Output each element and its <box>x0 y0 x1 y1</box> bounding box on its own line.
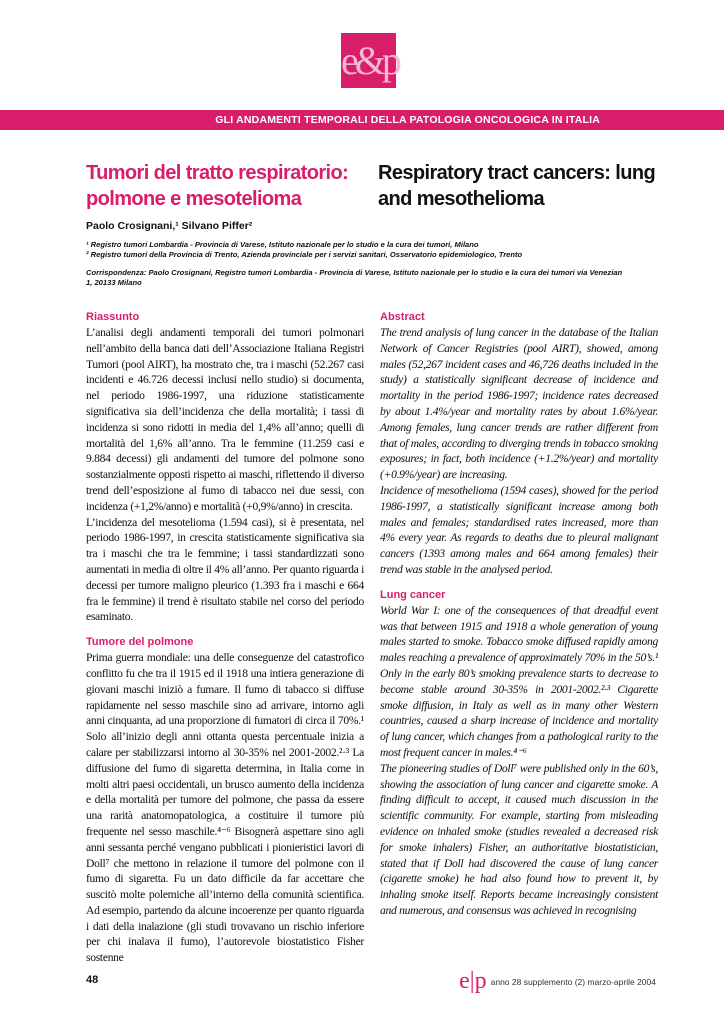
lungcancer-heading: Lung cancer <box>380 588 446 601</box>
title-italian: Tumori del tratto respiratorio: polmone e mesotelioma <box>86 162 349 210</box>
page-number: 48 <box>86 974 99 986</box>
riassunto-heading: Riassunto <box>86 311 140 323</box>
authors: Paolo Crosignani,¹ Silvano Piffer² <box>86 220 253 232</box>
title-english: Respiratory tract cancers: lung and mesothelioma <box>378 162 656 210</box>
abstract-paragraph: The trend analysis of lung cancer in the database of the Italian Network of Cancer Registries (pool AIRT), showed, among males (52,267 incident cases and 46,726 deaths included in the study) a statistically significant decrease of incidence and mortality in the period 1986-1997; incidence rates decreased by about 1.4%/year and mortality rates by about 1.6%/year. Among females, lung cancer trends are rather different from that of males, according to diverging trends in tobacco smoking exposures; in fact, both incidence (+1.2%/year) and mortality (+0.9%/year) are increasing. <box>380 326 658 482</box>
correspondence: Corrispondenza: Paolo Crosignani, Registro tumori Lombardia - Provincia di Varese, Istituto nazionale per lo studio e la cura dei tumori via Venezian 1, 20133 Milano <box>86 268 623 287</box>
journal-logo: e&p <box>341 33 396 88</box>
riassunto-paragraph: L’analisi degli andamenti temporali dei tumori polmonari nell’ambito della banca dati dell’Associazione Italiana Registri Tumori (pool AIRT), ha mostrato che, tra i maschi (52.267 casi incidenti e 46.726 decessi inclusi nello studio) si documenta, nel periodo 1986-1997, una riduzione statisticamente significativa sia dell’incidenza che della mortalità; i tassi di incidenza si sono ridotti in media del 1,4% all’anno; quelli di mortalità del 1,6% all’anno. Tra le femmine (11.259 casi e 9.884 decessi) gli andamenti del tumore del polmone sono sostanzialmente opposti rispetto ai maschi, riflettendo il diverso trend dell’esposizione al fumo di tabacco nei due sessi, con incidenza (+1,2%/anno) e mortalità (+0,9%/anno) in crescita. <box>86 326 364 513</box>
section-banner: GLI ANDAMENTI TEMPORALI DELLA PATOLOGIA ONCOLOGICA IN ITALIA <box>0 110 724 130</box>
footer-logo: e|p <box>459 968 487 994</box>
abstract-paragraph: Incidence of mesothelioma (1594 cases), showed for the period 1986-1997, a statistically significant increase among both males and females; standardised rates increased, more than 4% every year. As regards to deaths due to pleural malignant cancers (1393 among males and 664 among females) their trend was stable in the analysed period. <box>380 483 658 576</box>
affiliation-1: ¹ Registro tumori Lombardia - Provincia di Varese, Istituto nazionale per lo studio e la cura dei tumori, Milano <box>86 240 479 249</box>
riassunto-paragraph: L’incidenza del mesotelioma (1.594 casi), si è presentata, nel periodo 1986-1997, in crescita statisticamente significativa sia tra i maschi che tra le femmine; i tassi standardizzati sono aumentati in media di oltre il 4% all’anno. Per quanto riguarda i decessi per tumore maligno pleurico (1.393 fra i maschi e 664 fra le femmine) il trend è risultato stabile nel corso del periodo esaminato. <box>86 515 364 624</box>
issue-info: anno 28 supplemento (2) marzo-aprile 2004 <box>490 976 656 987</box>
abstract-heading: Abstract <box>380 311 425 323</box>
tumore-paragraph: Prima guerra mondiale: una delle conseguenze del catastrofico conflitto fu che tra il 1915 ed il 1918 una intiera generazione di giovani maschi iniziò a fumare. Il fumo di tabacco si diffuse rapidamente nel sesso maschile sino ad arrivare, intorno agli anni cinquanta, ad una proporzione di fumatori di circa il 70%.¹ Solo all’inizio degli anni ottanta questa percentuale inizia a calare per stabilizzarsi intorno al 30-35% nel 2001-2002.²·³ La diffusione del fumo di sigaretta determina, in Italia come in molti altri paesi occidentali, un brusco aumento della incidenza e della mortalità per tumore del polmone, che passa da essere una rarità anatomopatologica, a costituire il tumore più frequente nel sesso maschile.⁴⁻⁶ Bisognerà aspettare sino agli anni sessanta perché vengano pubblicati i pionieristici lavori di Doll⁷ che mettono in relazione il tumore del polmone con il fumo di sigaretta. Fu un dato difficile da far accettare che suscitò molte polemiche all’interno della comunità scientifica. Ad esempio, partendo da alcune incoerenze per quanto riguarda i dati della inalazione (gli studi trovavano un rischio inferiore per chi inalava il fumo), l’autorevole biostatistico Fisher sostenne <box>86 651 364 965</box>
column-right <box>380 310 658 919</box>
tumore-heading: Tumore del polmone <box>86 636 194 649</box>
lungcancer-paragraph: The pioneering studies of Doll⁷ were published only in the 60’s, showing the association of lung cancer and cigarette smoke. A finding difficult to accept, it caused much discussion in the scientific community. For example, starting from misleading evidence on inhaled smoke (studies revealed a decreased risk for smoke inhalers) Fisher, an authoritative biostatistician, stated that if Doll had discovered the cause of lung cancer (cigarette smoke) he had also found how to prevent it, by inhaling smoke itself. Reports became increasingly consistent and numerous, and consensus was achieved in recognising <box>380 761 658 917</box>
footer <box>459 968 656 995</box>
affiliation-2: ² Registro tumori della Provincia di Trento, Azienda provinciale per i servizi sanitari, Osservatorio epidemiologico, Trento <box>86 250 523 259</box>
column-left <box>86 310 364 966</box>
lungcancer-paragraph: World War I: one of the consequences of that dreadful event was that between 1915 and 1918 a whole generation of young males started to smoke. Tobacco smoke diffused rapidly among males reaching a prevalence of approximately 70% in the 50’s.¹ Only in the early 80’s smoking prevalence starts to decrease to become stable around 30-35% in 2001-2002.²·³ Cigarette smoke diffusion, in Italy as well as in many other Western countries, caused a sharp increase of incidence and mortality of lung cancer, which changes from a pathological rarity to the most frequent cancer in males.⁴⁻⁶ <box>380 603 658 759</box>
